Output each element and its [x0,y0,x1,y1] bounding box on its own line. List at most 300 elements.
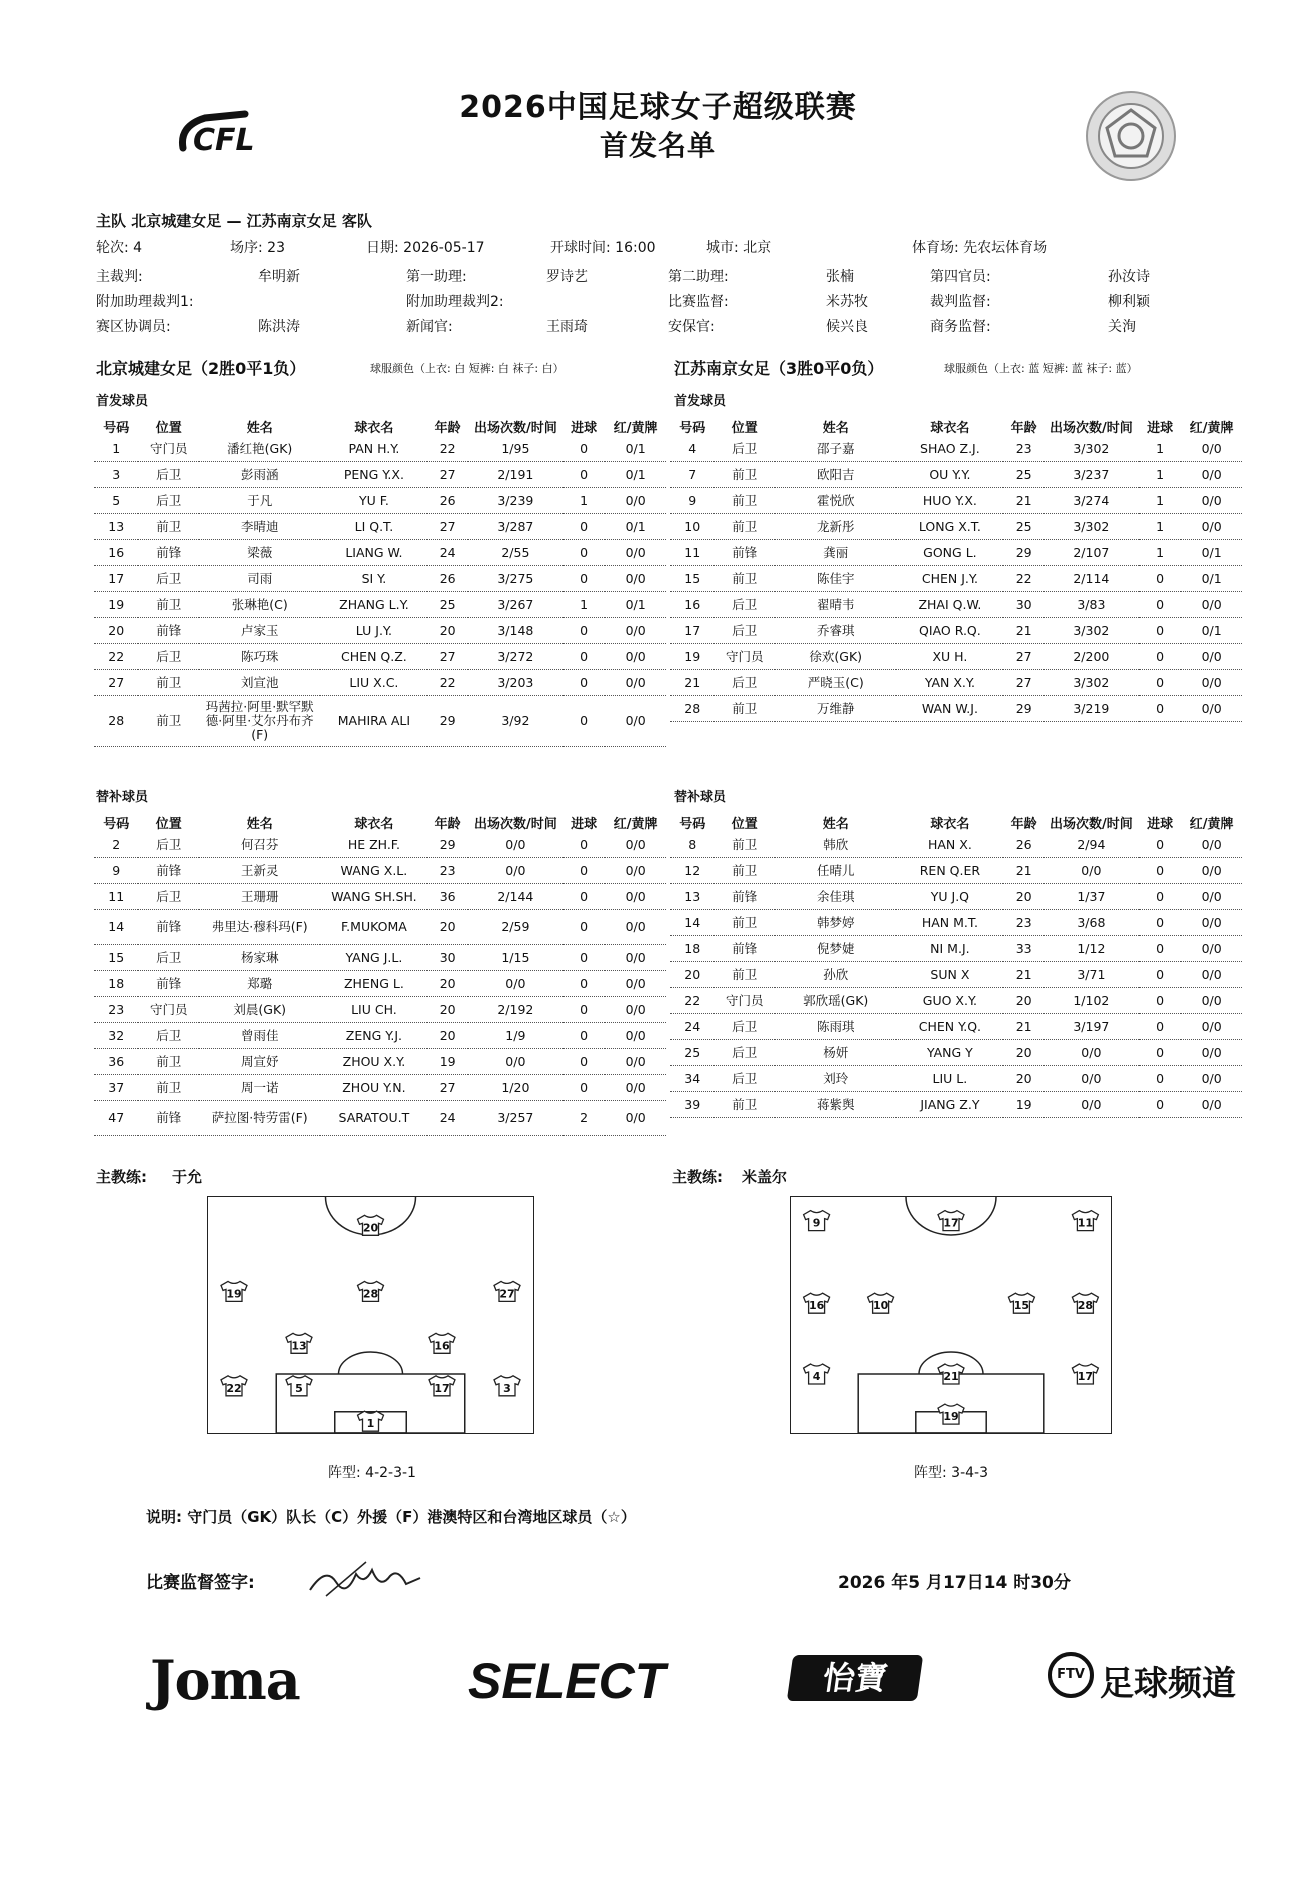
player-shirt-name: HE ZH.F. [320,832,427,858]
home-starter-row [94,436,666,462]
player-apps-minutes: 3/197 [1044,1014,1139,1040]
player-shirt-name: GONG L. [896,540,1003,566]
home-sub-row [94,971,666,997]
player-goals: 0 [563,514,605,540]
player-apps-minutes: 2/200 [1044,644,1139,670]
column-header-goals: 进球 [1147,816,1174,832]
commercial-supervisor: 关洵 [1108,319,1136,335]
player-shirt-name: SI Y. [320,566,427,592]
player-name: 于凡 [199,488,320,514]
home-player-shirt [358,1215,384,1235]
player-apps-minutes: 3/302 [1044,670,1139,696]
player-position: 前卫 [714,566,775,592]
player-goals: 1 [1139,436,1181,462]
player-cards: 0/0 [605,488,666,514]
player-name: 韩欣 [775,832,896,858]
player-goals: 0 [1139,988,1181,1014]
home-player-number: 16 [434,1339,450,1353]
player-goals: 1 [563,488,605,514]
player-goals: 0 [563,462,605,488]
player-apps-minutes: 3/71 [1044,962,1139,988]
player-goals: 0 [1139,884,1181,910]
player-age: 20 [427,618,467,644]
player-name: 韩梦婷 [775,910,896,936]
player-number: 17 [670,618,714,644]
home-player-shirt [286,1376,312,1396]
player-goals: 0 [1139,1014,1181,1040]
player-cards: 0/0 [605,540,666,566]
player-age: 27 [427,1075,467,1101]
player-cards: 0/0 [605,696,666,747]
player-number: 25 [670,1040,714,1066]
player-goals: 0 [1139,1066,1181,1092]
player-shirt-name: YANG Y [896,1040,1003,1066]
player-age: 22 [427,670,467,696]
away-player-number: 28 [1077,1299,1094,1313]
player-apps-minutes: 3/274 [1044,488,1139,514]
player-cards: 0/1 [605,592,666,618]
supervisor: 米苏牧 [826,294,868,310]
away-player-number: 21 [943,1370,959,1383]
column-header-cards: 红/黄牌 [1189,420,1234,436]
player-age: 21 [1003,488,1043,514]
player-name: 邵子嘉 [775,436,896,462]
away-team-name: 江苏南京女足（3胜0平0负） [674,359,884,378]
player-name: 乔睿琪 [775,618,896,644]
player-cards: 0/0 [1181,910,1242,936]
player-number: 12 [670,858,714,884]
player-goals: 0 [563,644,605,670]
player-position: 后卫 [138,1023,199,1049]
player-shirt-name: LIU CH. [320,997,427,1023]
player-cards: 0/0 [1181,462,1242,488]
player-cards: 0/0 [605,1023,666,1049]
player-apps-minutes: 1/102 [1044,988,1139,1014]
player-number: 32 [94,1023,138,1049]
home-starter-row [94,670,666,696]
home-player-number: 17 [434,1381,450,1395]
away-formation-pitch [790,1196,1112,1434]
player-name: 刘晨(GK) [199,997,320,1023]
away-player-number: 19 [943,1410,959,1424]
player-goals: 0 [563,945,605,971]
player-age: 30 [427,945,467,971]
player-number: 10 [670,514,714,540]
player-apps-minutes: 3/83 [1044,592,1139,618]
player-name: 张琳艳(C) [199,592,320,618]
away-starter-row [670,488,1242,514]
player-position: 前卫 [714,858,775,884]
player-cards: 0/0 [1181,488,1242,514]
player-goals: 0 [563,696,605,747]
ar2-label: 第二助理: [668,269,729,285]
player-shirt-name: SARATOU.T [320,1101,427,1136]
player-goals: 0 [1139,858,1181,884]
player-number: 3 [94,462,138,488]
player-number: 27 [94,670,138,696]
home-starter-row [94,514,666,540]
player-shirt-name: XU H. [896,644,1003,670]
away-starters-label: 首发球员 [674,394,727,409]
player-position: 后卫 [138,462,199,488]
player-shirt-name: CHEN Q.Z. [320,644,427,670]
document-subtitle: 首发名单 [599,129,716,162]
away-sub-row [670,884,1242,910]
player-shirt-name: QIAO R.Q. [896,618,1003,644]
home-player-number: 27 [499,1287,515,1301]
player-name: 龙新彤 [775,514,896,540]
column-header-position: 位置 [731,816,758,832]
home-player-number: 20 [362,1221,379,1235]
player-position: 后卫 [714,1014,775,1040]
player-shirt-name: ZHOU Y.N. [320,1075,427,1101]
commercial-supervisor-label: 商务监督: [930,319,991,335]
player-number: 34 [670,1066,714,1092]
player-age: 29 [1003,540,1043,566]
player-cards: 0/0 [1181,962,1242,988]
player-age: 21 [1003,858,1043,884]
player-apps-minutes: 2/59 [468,910,563,945]
player-apps-minutes: 3/257 [468,1101,563,1136]
home-player-number: 1 [366,1417,375,1431]
player-age: 19 [427,1049,467,1075]
away-player-number: 17 [943,1216,959,1230]
home-starter-row [94,592,666,618]
player-goals: 1 [563,592,605,618]
column-header-age: 年龄 [1010,420,1037,436]
sponsor-select-logo: SELECT [468,1653,666,1709]
away-subs-table [670,812,1242,1118]
home-player-shirt [429,1333,455,1353]
player-apps-minutes: 1/20 [468,1075,563,1101]
player-position: 前锋 [138,910,199,945]
player-shirt-name: LIU L. [896,1066,1003,1092]
city: 城市: 北京 [706,240,772,256]
player-name: 龚丽 [775,540,896,566]
player-number: 21 [670,670,714,696]
player-name: 霍悦欣 [775,488,896,514]
player-name: 梁薇 [199,540,320,566]
player-goals: 0 [1139,644,1181,670]
sponsor-joma-logo: Joma [150,1648,300,1712]
away-player-number: 17 [1077,1370,1094,1383]
player-name: 蒋紫舆 [775,1092,896,1118]
sponsor-football-channel: 足球频道 [1100,1664,1236,1704]
player-goals: 0 [1139,670,1181,696]
column-header-goals: 进球 [571,420,598,436]
player-age: 23 [1003,910,1043,936]
player-apps-minutes: 1/12 [1044,936,1139,962]
player-number: 16 [94,540,138,566]
player-number: 23 [94,997,138,1023]
player-apps-minutes: 3/92 [468,696,563,747]
column-header-apps-minutes: 出场次数/时间 [1049,420,1133,436]
player-name: 周一诺 [199,1075,320,1101]
ar2: 张楠 [826,269,854,285]
player-goals: 1 [1139,540,1181,566]
aar2-label: 附加助理裁判2: [406,294,504,310]
player-position: 后卫 [138,945,199,971]
player-age: 25 [1003,514,1043,540]
player-apps-minutes: 0/0 [468,858,563,884]
referee-assessor: 柳利颖 [1108,294,1150,310]
player-name: 孙欣 [775,962,896,988]
player-position: 前卫 [138,670,199,696]
away-subs-label: 替补球员 [674,790,727,805]
player-goals: 2 [563,1101,605,1136]
player-position: 后卫 [714,592,775,618]
player-cards: 0/0 [1181,988,1242,1014]
player-name: 严晓玉(C) [775,670,896,696]
column-header-name: 姓名 [822,816,849,832]
player-name: 余佳琪 [775,884,896,910]
player-position: 后卫 [714,1066,775,1092]
player-name: 倪梦婕 [775,936,896,962]
player-age: 20 [1003,988,1043,1014]
player-apps-minutes: 1/95 [468,436,563,462]
away-sub-row [670,832,1242,858]
player-number: 9 [94,858,138,884]
player-apps-minutes: 2/114 [1044,566,1139,592]
teams-line: 主队 北京城建女足 — 江苏南京女足 客队 [96,212,372,230]
player-cards: 0/0 [605,832,666,858]
player-name: 陈巧珠 [199,644,320,670]
player-number: 28 [94,696,138,747]
player-goals: 0 [1139,1040,1181,1066]
player-age: 22 [427,436,467,462]
player-apps-minutes: 3/287 [468,514,563,540]
home-player-number: 3 [503,1381,511,1395]
player-goals: 0 [563,566,605,592]
player-position: 前锋 [138,858,199,884]
signature-label: 比赛监督签字: [146,1573,255,1593]
player-number: 13 [670,884,714,910]
away-starter-row [670,566,1242,592]
coordinator: 陈洪涛 [258,319,300,335]
player-number: 9 [670,488,714,514]
player-goals: 0 [563,1023,605,1049]
player-name: 欧阳吉 [775,462,896,488]
player-position: 前锋 [138,618,199,644]
coordinator-label: 赛区协调员: [96,319,171,335]
column-header-number: 号码 [679,420,706,436]
away-player-number: 11 [1077,1216,1094,1230]
league-seal-logo [1085,90,1177,182]
player-position: 后卫 [714,670,775,696]
player-apps-minutes: 3/275 [468,566,563,592]
away-player-shirt [804,1211,830,1231]
player-goals: 0 [1139,592,1181,618]
player-goals: 0 [563,910,605,945]
away-starter-row [670,436,1242,462]
player-apps-minutes: 0/0 [1044,1092,1139,1118]
player-age: 33 [1003,936,1043,962]
player-age: 19 [1003,1092,1043,1118]
player-position: 前卫 [138,696,199,747]
player-shirt-name: OU Y.Y. [896,462,1003,488]
player-shirt-name: REN Q.ER [896,858,1003,884]
player-apps-minutes: 2/192 [468,997,563,1023]
column-header-age: 年龄 [1010,816,1037,832]
home-player-shirt [494,1281,520,1301]
player-goals: 0 [563,832,605,858]
player-position: 前锋 [138,1101,199,1136]
away-player-shirt [1008,1293,1034,1313]
home-player-shirt [494,1376,520,1396]
away-sub-row [670,936,1242,962]
player-number: 14 [94,910,138,945]
player-number: 11 [670,540,714,566]
player-position: 前锋 [714,884,775,910]
kickoff-time: 开球时间: 16:00 [550,240,656,256]
column-header-number: 号码 [679,816,706,832]
player-name: 杨妍 [775,1040,896,1066]
player-shirt-name: HAN M.T. [896,910,1003,936]
column-header-cards: 红/黄牌 [613,420,658,436]
fourth-official: 孙汝诗 [1108,269,1150,285]
player-apps-minutes: 0/0 [1044,858,1139,884]
match-date: 日期: 2026-05-17 [366,240,485,256]
away-starter-row [670,618,1242,644]
player-apps-minutes: 1/9 [468,1023,563,1049]
player-cards: 0/0 [1181,832,1242,858]
home-kit-colors: 球服颜色（上衣: 白 短裤: 白 袜子: 白） [370,362,564,375]
column-header-position: 位置 [731,420,758,436]
player-number: 14 [670,910,714,936]
player-goals: 0 [563,1075,605,1101]
column-header-age: 年龄 [434,420,461,436]
home-player-shirt [286,1333,312,1353]
away-starter-row [670,514,1242,540]
player-position: 后卫 [714,1040,775,1066]
ar1-label: 第一助理: [406,269,467,285]
match-number: 场序: 23 [230,240,285,256]
player-apps-minutes: 3/219 [1044,696,1139,722]
player-apps-minutes: 0/0 [468,971,563,997]
player-age: 20 [1003,1066,1043,1092]
home-starter-row [94,462,666,488]
player-number: 19 [670,644,714,670]
home-sub-row [94,1101,666,1136]
away-starter-row [670,644,1242,670]
home-player-number: 13 [291,1339,307,1353]
cfl-logo [175,108,275,158]
home-player-shirt [358,1281,384,1301]
press-officer: 王雨琦 [546,319,588,335]
player-apps-minutes: 2/107 [1044,540,1139,566]
player-goals: 0 [563,1049,605,1075]
player-shirt-name: SUN X [896,962,1003,988]
player-shirt-name: WAN W.J. [896,696,1003,722]
player-position: 前卫 [138,1075,199,1101]
player-number: 11 [94,884,138,910]
column-header-cards: 红/黄牌 [1189,816,1234,832]
player-goals: 1 [1139,514,1181,540]
player-name: 任晴儿 [775,858,896,884]
sponsor-cbest-logo [787,1655,923,1701]
player-goals: 0 [1139,566,1181,592]
player-cards: 0/0 [1181,858,1242,884]
player-position: 前卫 [714,462,775,488]
supervisor-label: 比赛监督: [668,294,729,310]
player-cards: 0/1 [1181,540,1242,566]
player-number: 20 [94,618,138,644]
player-shirt-name: ZENG Y.J. [320,1023,427,1049]
home-sub-row [94,1023,666,1049]
player-apps-minutes: 0/0 [468,1049,563,1075]
away-player-number: 4 [812,1370,821,1383]
home-formation-pitch [207,1196,534,1434]
player-apps-minutes: 1/15 [468,945,563,971]
column-header-number: 号码 [103,816,130,832]
player-shirt-name: HAN X. [896,832,1003,858]
player-apps-minutes: 3/148 [468,618,563,644]
player-shirt-name: CHEN J.Y. [896,566,1003,592]
player-goals: 0 [1139,936,1181,962]
player-shirt-name: ZHAI Q.W. [896,592,1003,618]
player-goals: 0 [563,858,605,884]
player-number: 39 [670,1092,714,1118]
player-age: 20 [427,997,467,1023]
player-number: 22 [94,644,138,670]
player-age: 30 [1003,592,1043,618]
player-cards: 0/0 [1181,644,1242,670]
player-goals: 0 [563,884,605,910]
sponsor-cbest-text: 怡寶 [820,1659,890,1697]
player-cards: 0/1 [1181,566,1242,592]
home-subs-label: 替补球员 [96,790,149,805]
player-shirt-name: YU J.Q [896,884,1003,910]
player-name: 司雨 [199,566,320,592]
player-position: 前卫 [714,488,775,514]
player-number: 13 [94,514,138,540]
player-name: 王珊珊 [199,884,320,910]
player-age: 20 [427,1023,467,1049]
away-sub-row [670,910,1242,936]
player-goals: 0 [1139,910,1181,936]
ar1: 罗诗艺 [546,269,588,285]
column-header-name: 姓名 [822,420,849,436]
player-number: 8 [670,832,714,858]
player-cards: 0/0 [1181,670,1242,696]
player-name: 周宣妤 [199,1049,320,1075]
player-apps-minutes: 3/302 [1044,618,1139,644]
player-age: 29 [427,696,467,747]
player-cards: 0/0 [1181,1040,1242,1066]
away-coach-label: 主教练: [672,1168,723,1186]
player-age: 21 [1003,1014,1043,1040]
player-goals: 1 [1139,462,1181,488]
player-shirt-name: NI M.J. [896,936,1003,962]
away-sub-row [670,1066,1242,1092]
player-number: 20 [670,962,714,988]
player-age: 22 [1003,566,1043,592]
player-shirt-name: LONG X.T. [896,514,1003,540]
away-sub-row [670,858,1242,884]
away-player-number: 15 [1013,1299,1030,1313]
player-cards: 0/0 [605,971,666,997]
player-position: 后卫 [138,884,199,910]
round: 轮次: 4 [96,240,143,256]
player-shirt-name: YU F. [320,488,427,514]
player-cards: 0/0 [605,1075,666,1101]
column-header-name: 姓名 [246,816,273,832]
player-number: 4 [670,436,714,462]
player-position: 守门员 [138,997,199,1023]
player-cards: 0/0 [605,945,666,971]
player-position: 后卫 [138,566,199,592]
aar1-label: 附加助理裁判1: [96,294,194,310]
